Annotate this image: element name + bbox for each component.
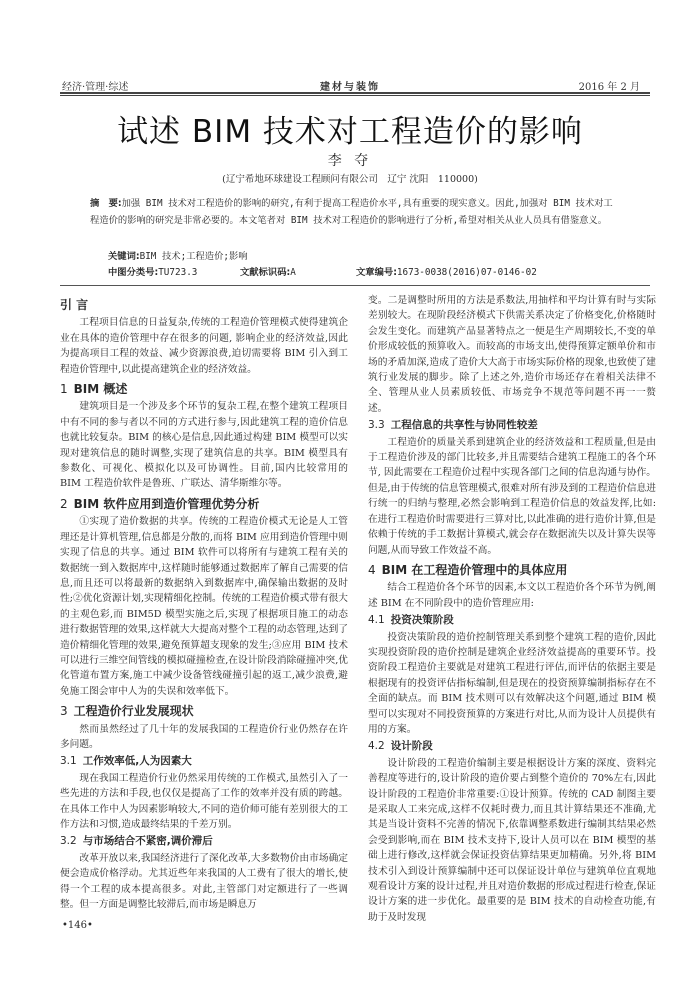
subsection-heading-3-2 <box>60 834 348 849</box>
author: 李 夺 <box>327 153 373 169</box>
paragraph: 工程项目信息的日益复杂,传统的工程造价管理模式使得建筑企业在具体的造价管理中存在很多的问题, 影响企业的经济效益,因此为提高项目工程的效益、减少资源浪费,迫切需要将 BIM 引入到工程造价管理中,以此提高建筑企业的经济效益。 <box>60 317 348 375</box>
abstract-text: 加强 BIM 技术对工程造价的影响的研究,有利于提高工程造价水平,具有重要的现实意义。因此,加强对 BIM 技术对工程造价的影响的研究是非常必要的。本文笔者对 BIM 技术对工程造价的影响进行了分析,希望对相关从业人员具有借鉴意义。 <box>90 198 613 226</box>
doc-code <box>240 264 296 278</box>
section-title: 工程造价行业发展现状 <box>73 704 194 719</box>
paragraph: 现在我国工程造价行业仍然采用传统的工作模式,虽然引入了一些先进的方法和手段,也仅仅是提高了工作的效率并没有质的跨越。在具体工作中人为因素影响较大,不同的造价师可能有差别很大的工作方法和习惯,造成最终结果的千差万别。 <box>60 772 348 830</box>
section-title: BIM 软件应用到造价管理优势分析 <box>73 496 260 511</box>
doc-value: A <box>290 267 296 278</box>
header-rule <box>60 92 650 94</box>
header-rule-thin <box>60 95 650 96</box>
section-title: 投资决策阶段 <box>390 614 454 627</box>
paragraph: 然而虽然经过了几十年的发展我国的工程造价行业仍然存在许多问题。 <box>60 723 348 750</box>
subsection-heading-4-2 <box>368 739 656 754</box>
section-title: 与市场结合不紧密,调价滞后 <box>82 835 213 848</box>
paragraph: 设计阶段的工程造价编制主要是根据设计方案的深度、资料完善程度等进行的,设计阶段的造价要占到整个造价的 70%左右,因此设计阶段的工程造价非常重要:①设计预算。传统的 CAD 制图主要是采取人工来完成,这样不仅耗时费力,而且其计算结果还不准确,尤其是当设计资料不完善的情况下,依靠调整系数进行编制其结果必然会受到影响,而在 BIM 技术支持下,设计人员可以在 BIM 模型的基础上进行修改,这样就会保证投资估算结果更加精确。另外,将 BIM 技术引入到设计预算编制中还可以保证设计单位与建筑单位直观地观看设计方案的设计过程,并且对造价数据的形成过程进行检查,保证设计方案的进一步优化。最重要的是 BIM 技术的自动检查功能,有助于及时发现 <box>368 757 656 923</box>
paragraph: 建筑项目是一个涉及多个环节的复杂工程,在整个建筑工程项目中有不同的参与者以不同的方式进行参与,因此建筑工程的造价信息也就比较复杂。BIM 的核心是信息,因此通过构建 BIM 模型可以实现对建筑信息的随时调整,实现了建筑信息的共享。BIM 模型具有参数化、可视化、模拟化以及可协调性。目前,国内比较常用的 BIM 工程造价软件是鲁班、广联达、清华斯维尔等。 <box>60 401 348 490</box>
article-label: 文章编号: <box>356 267 397 278</box>
section-number: 3 <box>60 704 68 719</box>
clc-value: TU723.3 <box>158 267 198 278</box>
keywords-text: BIM 技术;工程造价;影响 <box>139 251 248 262</box>
right-column <box>368 293 656 925</box>
section-title: BIM 概述 <box>73 382 128 397</box>
page-number: •146• <box>62 920 93 931</box>
section-heading-2 <box>60 497 348 512</box>
subsection-heading-3-3 <box>368 418 656 433</box>
section-heading-1 <box>60 382 348 397</box>
paragraph: 结合工程造价各个环节的因素,本文以工程造价各个环节为例,阐述 BIM 在不同阶段中的造价管理应用: <box>368 582 656 609</box>
section-title: 设计阶段 <box>390 740 433 753</box>
clc-number <box>108 264 197 278</box>
article-value: 1673-0038(2016)07-0146-02 <box>396 267 537 278</box>
keywords <box>108 248 248 262</box>
section-number: 4.1 <box>368 614 385 627</box>
section-number: 3.2 <box>60 835 77 848</box>
section-number: 3.3 <box>368 419 385 432</box>
clc-label: 中图分类号: <box>108 267 159 278</box>
section-title: 工程信息的共享性与协同性较差 <box>390 419 538 432</box>
section-heading-4 <box>368 563 656 578</box>
abstract <box>90 196 620 229</box>
section-number: 2 <box>60 496 68 511</box>
subsection-heading-4-1 <box>368 613 656 628</box>
section-heading-intro: 引 言 <box>60 298 89 312</box>
section-number: 1 <box>60 382 68 397</box>
paragraph: 变。二是调整时所用的方法是系数法,用抽样和平均计算有时与实际差别较大。在现阶段经济模式下供需关系决定了价格变化,价格随时会发生变化。而建筑产品显著特点之一便是生产周期较长,不变的单价形成较低的预算收入。而较高的市场支出,使得预算定额单价和市场的矛盾加深,造成了造价大大高于市场实际价格的现象,也致使了建筑行业发展的脚步。除了上述之外,造价市场还存在着相关法律不全、管理从业人员素质较低、市场竞争不规范等问题不再一一赘述。 <box>368 295 656 414</box>
running-header-date: 2016 年 2 月 <box>578 82 640 93</box>
paragraph: 投资决策阶段的造价控制管理关系到整个建筑工程的造价,因此实现投资阶段的造价控制是建筑企业经济效益提高的重要环节。投资阶段工程造价主要就是对建筑工程进行评估,而评估的依据主要是根据现有的投资评估指标编制,但是现在的投资预算编制指标存在不全面的缺点。而 BIM 技术则可以有效解决这个问题,通过 BIM 模型可以实现对不同投资预算的方案进行对比,从而为设计人员提供有用的方案。 <box>368 631 656 735</box>
section-heading-3 <box>60 704 348 719</box>
doc-label: 文献标识码: <box>240 267 291 278</box>
section-title: 工作效率低,人为因素大 <box>82 755 192 768</box>
section-number: 4 <box>368 562 376 577</box>
section-number: 3.1 <box>60 755 77 768</box>
paragraph: 工程造价的质量关系到建筑企业的经济效益和工程质量,但是由于工程造价涉及的部门比较多,并且需要结合建筑工程施工的各个环节, 因此需要在工程造价过程中实现各部门之间的信息沟通与协作。但是,由于传统的信息管理模式,很难对所有涉及到的工程造价信息进行统一的归纳与整理,必然会影响到工程造价信息的效益发挥,比如:在进行工程造价时需要进行三算对比,以此准确的进行造价计算,但是依赖于传统的手工数据计算模式,就会存在数据流失以及计算失误等问题,从而导致工作效益不高。 <box>368 436 656 556</box>
running-header-journal: 建材与装饰 <box>320 82 380 93</box>
section-title: BIM 在工程造价管理中的具体应用 <box>381 562 568 577</box>
article-number <box>356 264 537 278</box>
paragraph: ①实现了造价数据的共享。传统的工程造价模式无论是人工管理还是计算机管理,信息都是分散的,而将 BIM 应用到造价管理中则实现了信息的共享。通过 BIM 软件可以将所有与建筑工程有关的数据统一到入数据库中,这样随时能够通过数据库了解自己需要的信息,而且还可以将最新的数据纳入到数据库中,确保输出数据的及时性;②优化资源计划,实现精细化控制。传统的工程造价模式带有很大的主观色彩,而 BIM5D 模型实施之后,实现了根据项目施工的动态进行数据管理的效果,这样就大大提高对整个工程的动态管理,达到了造价精细化管理的效果,避免预算超支现象的发生;③应用 BIM 技术可以进行三维空间管线的模拟碰撞检查,在设计阶段消除碰撞冲突,优化管道布置方案,施工中减少设备管线碰撞引起的返工,减少浪费,避免施工图会审中人为的失误和效率低下。 <box>60 516 348 697</box>
article-title: 试述 BIM 技术对工程造价的影响 <box>117 114 583 150</box>
abstract-rule <box>60 285 650 286</box>
left-column <box>60 293 348 912</box>
affiliation: (辽宁希地环球建设工程顾问有限公司 辽宁 沈阳 110000) <box>222 174 478 185</box>
abstract-label: 摘 要: <box>90 198 122 209</box>
section-number: 4.2 <box>368 740 385 753</box>
running-header-section: 经济·管理·综述 <box>62 82 129 93</box>
paragraph: 改革开放以来,我国经济进行了深化改革,大多数物价由市场确定便会造成价格浮动。尤其近些年来我国的人工费有了很大的增长,使得一个工程的成本提高很多。对此,主管部门对定额进行了一些调整。但一方面是调整比较滞后,而市场是瞬息万 <box>60 852 348 911</box>
keywords-label: 关键词: <box>108 251 140 262</box>
subsection-heading-3-1 <box>60 754 348 769</box>
